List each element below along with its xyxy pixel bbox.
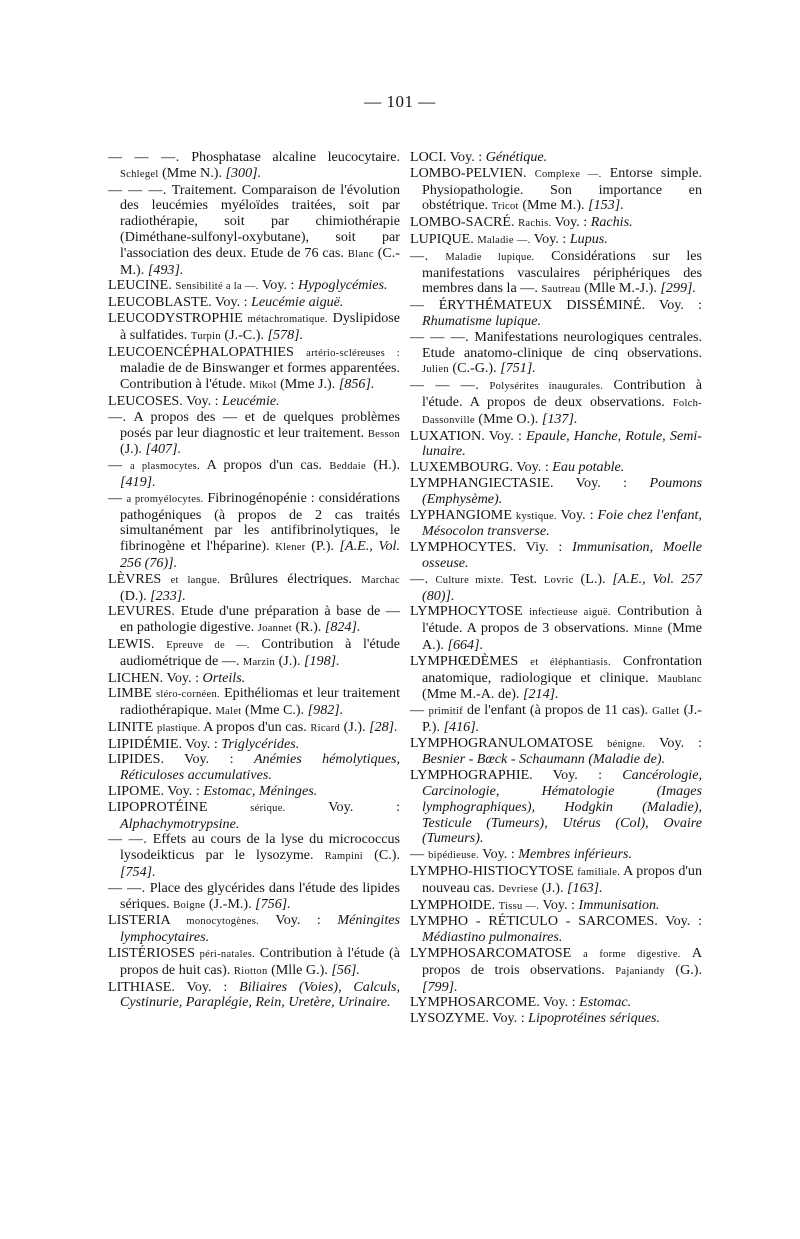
entry-text: Contribution à l'étude. A propos de 3 observations. xyxy=(422,603,702,637)
entry-text: Voy. : xyxy=(560,506,594,523)
entry-author-detail: (C.-G.). xyxy=(452,360,497,377)
entry-text: Voy. : xyxy=(659,734,702,751)
index-entry xyxy=(410,604,702,653)
entry-reference: [28]. xyxy=(369,718,398,735)
entry-see-also: Génétique. xyxy=(485,149,548,165)
entry-text: Voy. : xyxy=(184,751,234,768)
entry-dash: — —. xyxy=(108,879,146,896)
entry-term: LICHEN. xyxy=(108,669,164,686)
entry-author: Besson xyxy=(367,428,400,440)
entry-author-detail: (J.). xyxy=(343,718,366,735)
entry-author-detail: (J.-M.). xyxy=(208,895,252,912)
entry-text: Voy. : xyxy=(482,846,515,863)
entry-dash: —. xyxy=(108,408,127,425)
entry-text: Viy. : xyxy=(525,539,563,556)
entry-text: Entorse simple. Physiopathologie. Son importance en obstétrique. xyxy=(422,164,703,214)
entry-subterm: primitif xyxy=(428,706,464,718)
index-entry xyxy=(108,913,400,946)
entry-term: LEUCODYSTROPHIE xyxy=(108,309,243,326)
entry-author: Mikol xyxy=(249,380,277,392)
entry-term: LYMPHO - RÉTICULO - SARCOMES. xyxy=(410,913,658,930)
entry-term: LYMPHOCYTES. xyxy=(410,539,517,556)
index-entry xyxy=(410,508,702,541)
entry-subterm: plastique. xyxy=(156,722,201,734)
entry-dash: — xyxy=(108,457,123,474)
entry-text: Fibrinogénopénie : considérations pathogéniques (à propos de 2 cas traités simultanément par les antifibrinolytiques, le fibrinogène et l'héparine). xyxy=(120,489,401,555)
entry-author-detail: (Mme J.). xyxy=(280,376,336,393)
entry-subterm: et langue. xyxy=(170,574,221,586)
entry-text: Effets au cours de la lyse du micrococcus lysodeikticus par le lysozyme. xyxy=(120,831,400,864)
entry-author-detail: (Mme C.). xyxy=(245,702,305,719)
entry-subterm: familiale. xyxy=(577,867,621,879)
entry-subterm: a plasmocytes. xyxy=(130,461,200,473)
entry-see-also: Anémies hémolytiques, Réticuloses accumulatives. xyxy=(120,751,400,784)
entry-text: Voy. : xyxy=(166,669,199,686)
entry-see-also: Foie chez l'enfant, Mésocolon transverse. xyxy=(422,506,702,540)
entry-subterm: bénigne. xyxy=(607,738,646,750)
index-entry xyxy=(108,784,400,800)
entry-subterm: a promyélocytes. xyxy=(126,493,204,505)
entry-see-also: Orteils. xyxy=(202,669,246,686)
entry-term: LIPOME. xyxy=(108,783,164,800)
entry-author: Gallet xyxy=(652,706,680,718)
entry-reference: [407]. xyxy=(145,441,182,458)
entry-subterm: bipédieuse. xyxy=(428,850,479,862)
entry-term: LYMPHOIDE. xyxy=(410,896,496,913)
entry-author: Rampini xyxy=(324,851,363,863)
index-entry xyxy=(410,995,702,1011)
entry-dash: — — —. xyxy=(410,377,480,394)
entry-author-detail: (C.). xyxy=(374,847,401,864)
entry-term: LYMPHOGRAPHIE. xyxy=(410,767,533,784)
entry-text: de l'enfant (à propos de 11 cas). xyxy=(467,702,649,719)
entry-term: LYMPHO-HISTIOCYTOSE xyxy=(410,863,574,880)
entry-text: Contribution à l'étude (à propos de huit cas). xyxy=(120,945,400,978)
index-entry xyxy=(410,946,702,995)
index-entry xyxy=(108,737,400,753)
index-entry xyxy=(410,898,702,915)
entry-reference: [799]. xyxy=(422,978,458,995)
entry-term: LUXEMBOURG. xyxy=(410,459,513,476)
entry-subterm: Maladie lupique. xyxy=(445,251,535,263)
entry-subterm: Maladie —. xyxy=(477,234,531,246)
entry-reference: [856]. xyxy=(338,376,375,393)
entry-text: Voy. : xyxy=(449,149,483,165)
entry-author-detail: (Mlle M.-J.). xyxy=(584,280,657,297)
entry-author: Pajaniandy xyxy=(615,965,665,977)
entry-term: LIPIDÉMIE. xyxy=(108,735,182,752)
entry-term: LEUCOBLASTE. xyxy=(108,294,212,311)
entry-author: Boigne xyxy=(173,899,206,911)
index-entry xyxy=(410,298,702,330)
entry-text: Voy. : xyxy=(186,978,228,995)
entry-dash: — xyxy=(410,846,425,863)
entry-text: Traitement. Comparaison de l'évolution des leucémies myéloïdes traitées, soit par radiothérapie, soit par chimiothérapie (Diméthane-sulfonyl-oxybutane), soit par l'association des deux. Etude de 76 cas. xyxy=(120,181,400,261)
entry-text: Place des glycérides dans l'étude des lipides sériques. xyxy=(120,879,400,912)
entry-text: A propos d'un nouveau cas. xyxy=(422,863,702,896)
entry-text: Considérations sur les manifestations vasculaires périphériques des membres dans la —. xyxy=(422,247,702,297)
entry-see-also: Leucémie aiguë. xyxy=(251,294,344,311)
entry-text: Contribution à l'étude. A propos de deux observations. xyxy=(422,377,702,410)
entry-subterm: Complexe —. xyxy=(534,168,602,180)
entry-subterm: sléro-cornéen. xyxy=(155,689,220,701)
index-entry xyxy=(410,460,702,476)
index-entry xyxy=(108,604,400,637)
index-entry xyxy=(410,864,702,898)
entry-text: Test. xyxy=(510,570,538,587)
entry-dash: —. xyxy=(410,247,429,264)
entry-author-detail: (J.-C.). xyxy=(224,326,264,343)
entry-dash: — — —. xyxy=(108,149,180,165)
entry-author-detail: (Mlle G.). xyxy=(271,961,328,978)
entry-reference: [A.E., Vol. 257 (80)]. xyxy=(422,570,703,604)
entry-reference: [A.E., Vol. 256 (76)]. xyxy=(120,538,400,571)
right-column xyxy=(410,150,702,1027)
entry-term: LIPOPROTÉINE xyxy=(108,798,208,815)
entry-reference: [416]. xyxy=(443,718,480,735)
entry-subterm: artério-scléreuses : xyxy=(306,347,400,359)
index-entry xyxy=(108,183,400,279)
entry-author: Maublanc xyxy=(657,673,702,685)
entry-subterm: a forme digestive. xyxy=(583,949,681,961)
entry-author: Lovric xyxy=(543,574,574,586)
entry-subterm: métachromatique. xyxy=(247,313,328,325)
entry-author-detail: (J.-P.). xyxy=(422,702,702,735)
entry-term: LYMPHOGRANULOMATOSE xyxy=(410,734,594,751)
entry-text: Voy. : xyxy=(492,1010,525,1027)
entry-text: Voy. : xyxy=(215,294,248,311)
entry-author: Ricard xyxy=(310,722,341,734)
index-entry xyxy=(410,736,702,769)
index-entry xyxy=(410,654,702,703)
entry-see-also: Immunisation. xyxy=(578,896,660,913)
entry-reference: [982]. xyxy=(307,702,344,719)
entry-text: Voy. : xyxy=(275,912,321,929)
entry-term: LUXATION. xyxy=(410,427,485,444)
entry-see-also: Membres inférieurs. xyxy=(518,846,633,863)
entry-text: Voy. : xyxy=(543,994,576,1011)
index-entry xyxy=(108,980,400,1012)
entry-subterm: Culture mixte. xyxy=(435,574,504,586)
index-entry xyxy=(410,166,702,215)
entry-reference: [214]. xyxy=(523,686,559,703)
entry-text: Voy. : xyxy=(167,783,200,800)
entry-reference: [751]. xyxy=(500,360,536,377)
entry-text: Epithéliomas et leur traitement radiothérapique. xyxy=(120,685,400,719)
entry-term: LUPIQUE. xyxy=(410,230,474,247)
entry-term: LOCI. xyxy=(410,149,447,165)
entry-subterm: et éléphantiasis. xyxy=(530,656,611,668)
entry-author-detail: (Mme M.). xyxy=(522,197,585,214)
entry-author: Malet xyxy=(215,706,242,718)
index-entry xyxy=(108,572,400,605)
entry-reference: [300]. xyxy=(225,164,262,181)
entry-see-also: Cancérologie, Carcinologie, Hématologie (Images lymphographiques), Hodgkin (Maladie), Testicule (Tumeurs), Utérus (Col), Ovaire (Tumeurs). xyxy=(422,767,702,847)
entry-term: LÈVRES xyxy=(108,570,162,587)
index-entry xyxy=(108,671,400,687)
entry-see-also: Biliaires (Voies), Calculs, Cystinurie, Paraplégie, Rein, Uretère, Urinaire. xyxy=(120,978,400,1011)
entry-author-detail: (D.). xyxy=(120,587,147,604)
entry-subterm: monocytogènes. xyxy=(186,916,260,928)
entry-term: LYMPHOSARCOMATOSE xyxy=(410,945,572,962)
entry-term: LYMPHOSARCOME. xyxy=(410,994,540,1011)
index-entry xyxy=(410,429,702,461)
entry-dash: —. xyxy=(410,570,429,587)
entry-text: A propos d'un cas. xyxy=(206,457,322,474)
entry-author: Joannet xyxy=(257,623,292,635)
index-entry xyxy=(108,720,400,737)
entry-dash: — xyxy=(410,297,425,314)
entry-term: LOMBO-SACRÉ. xyxy=(410,214,515,231)
entry-text: Voy. : xyxy=(488,427,522,444)
entry-term: LEUCOSES. xyxy=(108,392,183,409)
entry-reference: [56]. xyxy=(331,961,360,978)
entry-text: Contribution à l'étude audiométrique de —. xyxy=(120,635,400,669)
entry-term: ÉRYTHÉMATEUX DISSÉMINÉ. xyxy=(438,297,646,314)
entry-term: LEUCOENCÉPHALOPATHIES xyxy=(108,343,294,360)
index-entry xyxy=(108,278,400,295)
entry-text: Brûlures électriques. xyxy=(229,570,352,587)
entry-see-also: Rachis. xyxy=(590,214,633,231)
entry-text: Voy. : xyxy=(516,459,549,476)
entry-see-also: Epaule, Hanche, Rotule, Semi-lunaire. xyxy=(422,427,702,460)
entry-subterm: Sensibilité a la —. xyxy=(175,281,259,293)
entry-term: LISTÉRIOSES xyxy=(108,945,195,962)
entry-term: LINITE xyxy=(108,718,154,735)
entry-dash: — — —. xyxy=(108,181,167,198)
index-entry xyxy=(410,914,702,946)
left-column xyxy=(108,150,400,1011)
entry-author-detail: (J.). xyxy=(541,879,564,896)
entry-term: LYSOZYME. xyxy=(410,1010,489,1027)
entry-text: Voy. : xyxy=(328,798,400,815)
entry-subterm: péri-natales. xyxy=(199,949,256,961)
entry-subterm: Epreuve de —. xyxy=(166,639,250,651)
entry-see-also: Hypoglycémies. xyxy=(297,277,388,294)
entry-author: Julien xyxy=(422,364,449,376)
entry-dash: — —. xyxy=(108,831,148,848)
entry-reference: [493]. xyxy=(147,261,184,278)
entry-text: A propos de trois observations. xyxy=(422,945,702,978)
index-entry xyxy=(108,458,400,491)
entry-reference: [824]. xyxy=(324,619,361,636)
entry-text: Voy. : xyxy=(552,767,602,784)
entry-reference: [756]. xyxy=(255,895,291,912)
entry-author: Tricot xyxy=(491,201,519,213)
entry-see-also: Besnier - Bœck - Schaumann (Maladie de). xyxy=(422,751,666,768)
entry-see-also: Poumons (Emphysème). xyxy=(422,474,702,507)
entry-text: Voy. : xyxy=(542,896,575,913)
entry-author: Klener xyxy=(275,542,306,554)
index-entry xyxy=(108,491,400,572)
entry-author-detail: (Mme M.-A. de). xyxy=(422,686,520,703)
entry-author-detail: (J.). xyxy=(278,652,301,669)
entry-text: Voy. : xyxy=(554,214,588,231)
entry-reference: [233]. xyxy=(150,587,186,604)
index-entry xyxy=(410,768,702,847)
entry-see-also: Estomac, Méninges. xyxy=(203,783,318,800)
entry-see-also: Leucémie. xyxy=(222,392,280,409)
entry-text: Manifestations neurologiques centrales. Etude anatomo-clinique de cinq observations. xyxy=(422,328,703,361)
entry-term: LIMBE xyxy=(108,685,152,702)
entry-subterm: Rachis. xyxy=(518,218,552,230)
entry-text: Confrontation anatomique, radiologique et clinique. xyxy=(422,652,702,686)
entry-dash: — — —. xyxy=(410,328,470,345)
entry-subterm: Polysérites inaugurales. xyxy=(489,381,604,393)
entry-text: Voy. : xyxy=(261,277,295,294)
entry-subterm: kystique. xyxy=(515,510,557,522)
entry-author: Minne xyxy=(633,624,663,636)
entry-subterm: sérique. xyxy=(250,802,286,814)
entry-dash: — xyxy=(108,489,123,506)
index-entry xyxy=(410,572,702,605)
entry-text: Voy. : xyxy=(186,392,219,409)
entry-term: LITHIASE. xyxy=(108,978,175,995)
index-entry xyxy=(108,832,400,880)
entry-author: Beddaie xyxy=(329,461,366,473)
entry-text: maladie de de Binswanger et formes apparentées. Contribution à l'étude. xyxy=(120,360,400,393)
index-entry xyxy=(108,410,400,458)
entry-author: Blanc xyxy=(347,248,374,260)
entry-term: LEUCINE. xyxy=(108,277,172,294)
entry-reference: [664]. xyxy=(447,636,484,653)
entry-term: LEWIS. xyxy=(108,635,155,652)
index-entry xyxy=(108,345,400,394)
entry-term: LYMPHŒDÈMES xyxy=(410,652,519,669)
entry-term: LYMPHANGIECTASIE. xyxy=(410,474,554,491)
entry-text: Voy. : xyxy=(658,297,702,314)
entry-reference: [198]. xyxy=(304,652,340,669)
entry-author: Riotton xyxy=(233,965,268,977)
entry-author-detail: (L.). xyxy=(580,570,606,587)
entry-term: LEVURES. xyxy=(108,603,175,620)
entry-author-detail: (P.). xyxy=(311,538,334,555)
entry-author-detail: (Mme A.). xyxy=(422,620,702,653)
index-entry xyxy=(108,881,400,914)
entry-author-detail: (J.). xyxy=(120,441,142,458)
index-entry xyxy=(410,540,702,572)
entry-author: Turpin xyxy=(190,330,221,342)
entry-term: LYPHANGIOME xyxy=(410,506,512,523)
entry-author: Devriese xyxy=(498,883,539,895)
entry-text: Voy. : xyxy=(575,474,628,491)
page-number: — 101 — xyxy=(364,92,436,111)
entry-term: LYMPHOCYTOSE xyxy=(410,603,523,620)
index-entry xyxy=(108,394,400,410)
entry-see-also: Immunisation, Moelle osseuse. xyxy=(422,539,702,571)
index-entry xyxy=(410,330,702,378)
entry-text: A propos d'un cas. xyxy=(203,718,307,735)
entry-author: Marzin xyxy=(242,656,276,668)
entry-reference: [754]. xyxy=(120,864,156,881)
entry-author-detail: (G.). xyxy=(675,961,703,978)
entry-see-also: Eau potable. xyxy=(552,459,625,476)
entry-author: Folch-Dassonville xyxy=(422,397,702,426)
entry-dash: — xyxy=(410,702,425,719)
entry-author: Schlegel xyxy=(120,168,159,180)
entry-reference: [137]. xyxy=(541,410,578,427)
entry-author-detail: (Mme O.). xyxy=(478,410,539,427)
entry-reference: [299]. xyxy=(660,280,697,297)
index-entry xyxy=(108,311,400,345)
entry-see-also: Lupus. xyxy=(569,230,608,247)
index-entry xyxy=(108,686,400,720)
index-entry xyxy=(410,215,702,232)
entry-text: Voy. : xyxy=(533,230,567,247)
index-entry xyxy=(108,637,400,671)
index-entry xyxy=(410,847,702,864)
entry-reference: [578]. xyxy=(267,326,304,343)
entry-see-also: Méningites lymphocytaires. xyxy=(120,912,400,946)
entry-reference: [163]. xyxy=(567,879,603,896)
entry-subterm: Tissu —. xyxy=(498,900,540,912)
entry-see-also: Estomac. xyxy=(579,994,632,1011)
index-entry xyxy=(410,249,702,298)
index-entry xyxy=(410,378,702,428)
entry-text: Voy. : xyxy=(185,735,218,752)
entry-see-also: Lipoprotéines sériques. xyxy=(528,1010,660,1027)
entry-term: LOMBO-PELVIEN. xyxy=(410,164,527,181)
index-entry xyxy=(410,1011,702,1027)
entry-see-also: Triglycérides. xyxy=(221,735,300,752)
entry-text: A propos des — et de quelques problèmes posés par leur diagnostic et leur traitement. xyxy=(120,408,400,441)
entry-see-also: Médiastino pulmonaires. xyxy=(422,929,563,946)
entry-author: Sautreau xyxy=(541,284,581,296)
entry-reference: [419]. xyxy=(120,473,156,490)
entry-author-detail: (C.-M.). xyxy=(120,244,400,278)
index-entry xyxy=(410,232,702,249)
entry-author-detail: (R.). xyxy=(295,619,322,636)
entry-text: Voy. : xyxy=(665,913,702,930)
entry-see-also: Alphachymotrypsine. xyxy=(120,815,240,832)
entry-author-detail: (H.). xyxy=(373,457,400,474)
entry-text: Phosphatase alcaline leucocytaire. xyxy=(191,149,400,165)
entry-reference: [153]. xyxy=(588,197,624,214)
index-entry xyxy=(410,703,702,736)
entry-author: Marchac xyxy=(361,574,401,586)
entry-author-detail: (Mme N.). xyxy=(162,164,222,181)
index-entry xyxy=(108,946,400,980)
index-entry xyxy=(410,150,702,166)
entry-text: Etude d'une préparation à base de — en pathologie digestive. xyxy=(120,603,400,636)
index-entry xyxy=(108,752,400,784)
index-entry xyxy=(108,150,400,183)
entry-term: LIPIDES. xyxy=(108,751,164,768)
entry-subterm: infectieuse aiguë. xyxy=(529,607,611,619)
index-entry xyxy=(108,800,400,833)
index-entry xyxy=(108,295,400,311)
entry-text: Dyslipidose à sulfatides. xyxy=(120,309,400,343)
index-entry xyxy=(410,476,702,508)
entry-term: LISTERIA xyxy=(108,912,170,929)
entry-see-also: Rhumatisme lupique. xyxy=(422,312,541,329)
